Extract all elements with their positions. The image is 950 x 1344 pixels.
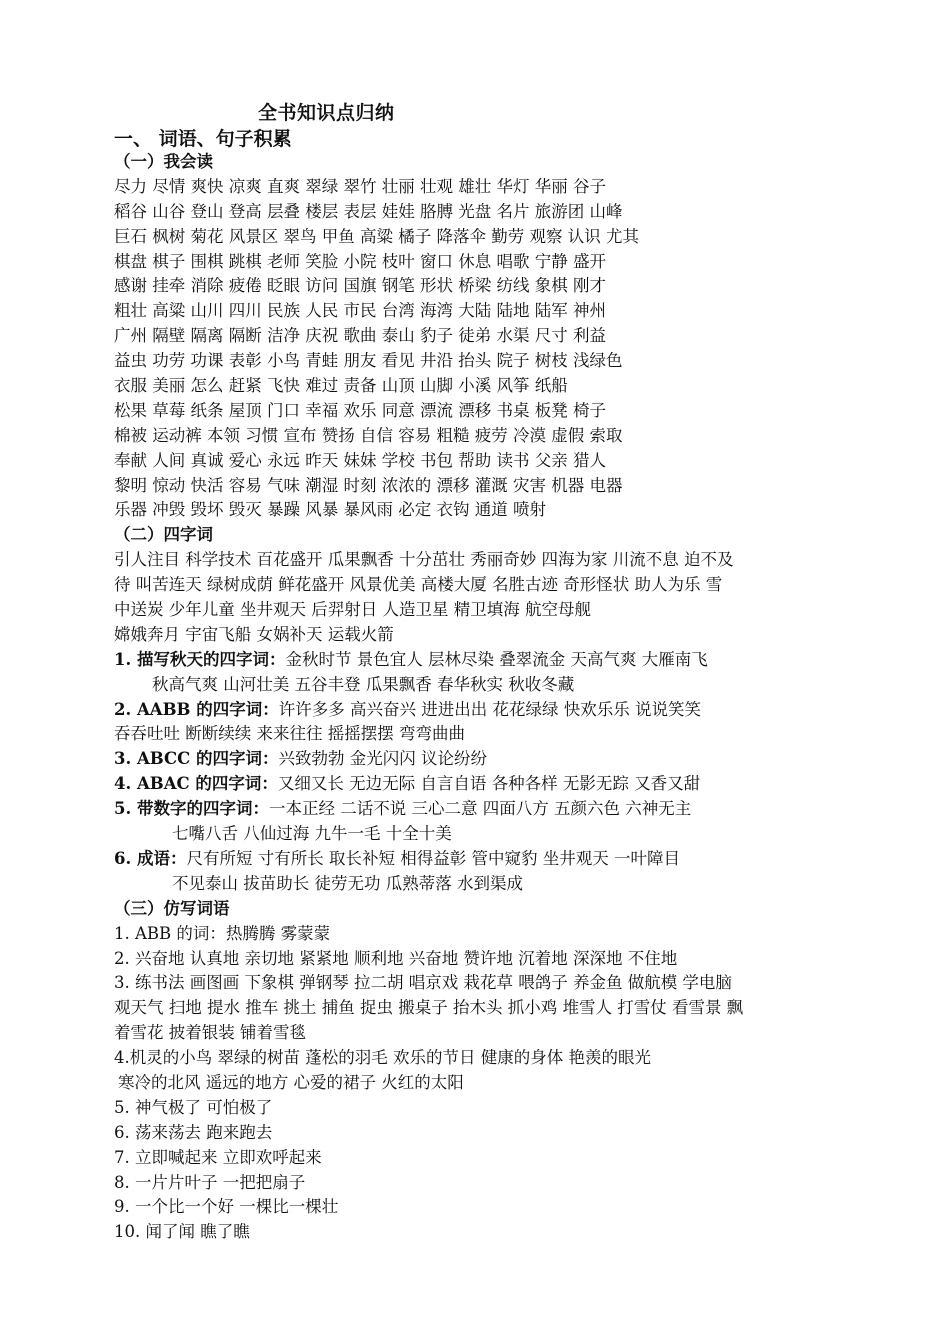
- group-text: 又细又长 无边无际 自言自语 各种各样 无影无踪 又香又甜: [277, 774, 701, 794]
- idiom-line: 引人注目 科学技术 百花盛开 瓜果飘香 十分茁壮 秀丽奇妙 四海为家 川流不息 迫不及: [114, 550, 734, 570]
- imitate-line: 着雪花 披着银装 铺着雪毯: [114, 1023, 306, 1043]
- idiom-line: 待 叫苦连天 绿树成荫 鲜花盛开 风景优美 高楼大厦 名胜古迹 奇形怪状 助人为乐 雪: [114, 575, 723, 595]
- imitate-line: 9. 一个比一个好 一棵比一棵壮: [114, 1197, 339, 1217]
- word-line: 巨石 枫树 菊花 风景区 翠鸟 甲鱼 高粱 橘子 降落伞 勤劳 观察 认识 尤其: [114, 226, 639, 246]
- imitate-line: 8. 一片片叶子 一把把扇子: [114, 1172, 306, 1192]
- idiom-group-autumn: [114, 648, 889, 673]
- word-line: 棋盘 棋子 围棋 跳棋 老师 笑脸 小院 枝叶 窗口 休息 唱歌 宁静 盛开: [114, 251, 606, 271]
- group-continuation: 秋高气爽 山河壮美 五谷丰登 瓜果飘香 春华秋实 秋收冬藏: [152, 674, 575, 694]
- imitate-line: 7. 立即喊起来 立即欢呼起来: [114, 1147, 322, 1167]
- group-text: 兴致勃勃 金光闪闪 议论纷纷: [278, 749, 488, 769]
- word-line: 乐器 冲毁 毁坏 毁灭 暴躁 风暴 暴风雨 必定 衣钩 通道 喷射: [114, 500, 546, 520]
- group-continuation: 不见泰山 拔苗助长 徒劳无功 瓜熟蒂落 水到渠成: [172, 873, 523, 893]
- idiom-group-numbers: [114, 797, 889, 822]
- imitate-line: 4.机灵的小鸟 翠绿的树苗 蓬松的羽毛 欢乐的节日 健康的身体 艳羡的眼光: [114, 1048, 651, 1068]
- subsection-heading-imitate: （三）仿写词语: [114, 898, 230, 918]
- idiom-group-abcc: [114, 747, 889, 772]
- group-text: 许许多多 高兴奋兴 进进出出 花花绿绿 快欢乐乐 说说笑笑: [278, 699, 701, 719]
- group-label: 5. 带数字的四字词：: [114, 799, 269, 819]
- imitate-line: 10. 闻了闻 瞧了瞧: [114, 1222, 250, 1242]
- imitate-line: 5. 神气极了 可怕极了: [114, 1097, 273, 1117]
- imitate-line: 2. 兴奋地 认真地 亲切地 紧紧地 顺利地 兴奋地 赞许地 沉着地 深深地 不住地: [114, 948, 678, 968]
- imitate-line: 3. 练书法 画图画 下象棋 弹钢琴 拉二胡 唱京戏 栽花草 喂鸽子 养金鱼 做航模 学电脑: [114, 973, 732, 993]
- imitate-line: 6. 荡来荡去 跑来跑去: [114, 1122, 273, 1142]
- group-label: 2. AABB 的四字词：: [114, 699, 279, 719]
- word-line: 黎明 惊动 快活 容易 气味 潮湿 时刻 浓浓的 漂移 灌溉 灾害 机器 电器: [114, 475, 623, 495]
- word-line: 益虫 功劳 功课 表彰 小鸟 青蛙 朋友 看见 井沿 抬头 院子 树枝 浅绿色: [114, 351, 623, 371]
- group-label: 1. 描写秋天的四字词：: [114, 649, 286, 669]
- word-line: 尽力 尽情 爽快 凉爽 直爽 翠绿 翠竹 壮丽 壮观 雄壮 华灯 华丽 谷子: [114, 176, 606, 196]
- group-text: 金秋时节 景色宜人 层林尽染 叠翠流金 天高气爽 大雁南飞: [285, 649, 708, 669]
- word-line: 广州 隔壁 隔离 隔断 洁净 庆祝 歌曲 泰山 豹子 徒弟 水渠 尺寸 利益: [114, 326, 606, 346]
- content-body: [114, 150, 889, 1245]
- word-line: 感谢 挂牵 消除 疲倦 眨眼 访问 国旗 钢笔 形状 桥梁 纺线 象棋 刚才: [114, 276, 606, 296]
- idiom-line: 嫦娥奔月 宇宙飞船 女娲补天 运载火箭: [114, 624, 394, 644]
- imitate-line: 1. ABB 的词：热腾腾 雾蒙蒙: [114, 923, 331, 943]
- section-heading: 一、 词语、句子积累: [114, 128, 292, 150]
- word-line: 棉被 运动裤 本领 习惯 宣布 赞扬 自信 容易 粗糙 疲劳 冷漠 虚假 索取: [114, 425, 623, 445]
- group-label: 3. ABCC 的四字词：: [114, 749, 279, 769]
- subsection-heading-read: （一）我会读: [114, 152, 213, 171]
- subsection-heading-idioms: （二）四字词: [114, 525, 213, 545]
- imitate-line: 寒冷的北风 遥远的地方 心爱的裙子 火红的太阳: [118, 1072, 464, 1092]
- word-line: 奉献 人间 真诚 爱心 永远 昨天 妹妹 学校 书包 帮助 读书 父亲 猎人: [114, 450, 606, 470]
- idiom-group-abac: [114, 772, 889, 797]
- word-line: 粗壮 高粱 山川 四川 民族 人民 市民 台湾 海湾 大陆 陆地 陆军 神州: [114, 301, 606, 321]
- group-continuation: 吞吞吐吐 断断续续 来来往往 摇摇摆摆 弯弯曲曲: [114, 724, 465, 744]
- group-text: 一本正经 二话不说 三心二意 四面八方 五颜六色 六神无主: [268, 799, 692, 819]
- word-line: 衣服 美丽 怎么 赶紧 飞快 难过 责备 山顶 山脚 小溪 风筝 纸船: [114, 376, 568, 396]
- imitate-line: 观天气 扫地 提水 推车 挑土 捕鱼 捉虫 搬桌子 抬木头 抓小鸡 堆雪人 打雪仗 看雪景 飘: [114, 998, 744, 1018]
- idiom-line: 中送炭 少年儿童 坐井观天 后羿射日 人造卫星 精卫填海 航空母舰: [114, 600, 591, 620]
- group-continuation: 七嘴八舌 八仙过海 九牛一毛 十全十美: [172, 824, 452, 844]
- group-label: 6. 成语：: [114, 848, 187, 868]
- group-text: 尺有所短 寸有所长 取长补短 相得益彰 管中窥豹 坐井观天 一叶障目: [186, 848, 680, 868]
- page-title: 全书知识点归纳: [258, 102, 395, 124]
- group-label: 4. ABAC 的四字词：: [114, 774, 278, 794]
- word-line: 稻谷 山谷 登山 登高 层叠 楼层 表层 娃娃 胳膊 光盘 名片 旅游团 山峰: [114, 201, 623, 221]
- idiom-group-aabb: [114, 698, 889, 723]
- word-line: 松果 草莓 纸条 屋顶 门口 幸福 欢乐 同意 漂流 漂移 书桌 板凳 椅子: [114, 400, 606, 420]
- idiom-group-chengyu: [114, 847, 889, 872]
